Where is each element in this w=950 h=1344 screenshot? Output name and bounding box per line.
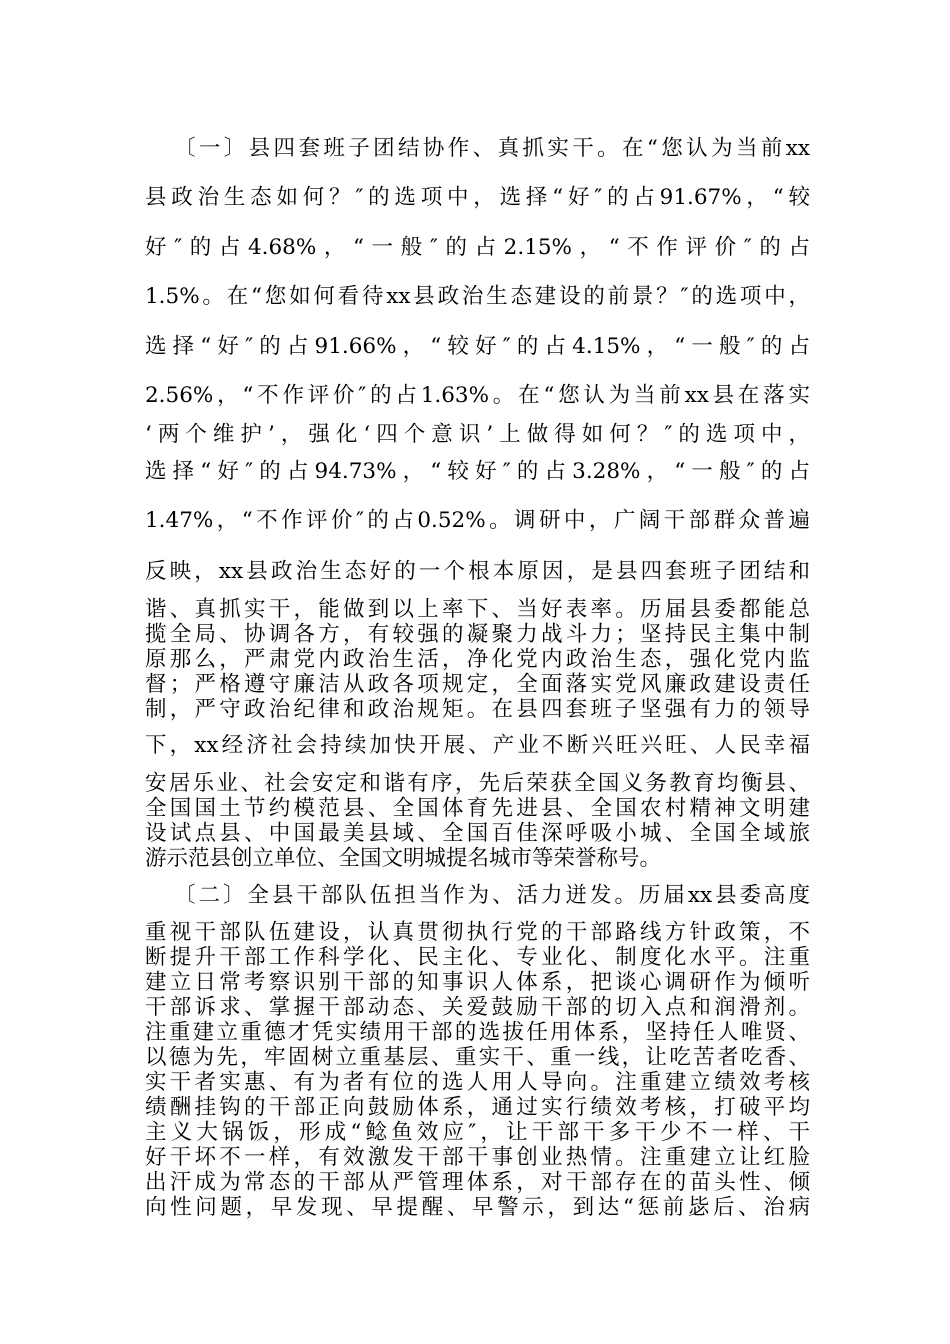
paragraph-1-line-6: 2.56%，“不作评价″的占1.63%。在“您认为当前xx县在落实 [145,383,810,408]
paragraph-2-line-9: 绩酬挂钩的干部正向鼓励体系，通过实行绩效考核，打破平均 [145,1095,810,1120]
paragraph-1-line-20: 游示范县创立单位、全国文明城提名城市等荣誉称号。 [145,846,662,871]
paragraph-1-line-19: 设试点县、中国最美县域、全国百佳深呼吸小城、全国全域旅 [145,821,810,846]
paragraph-2-line-2: 重视干部队伍建设，认真贯彻执行党的干部路线方针政策，不 [145,920,810,945]
paragraph-2-line-3: 断提升干部工作科学化、民主化、专业化、制度化水平。注重 [145,945,810,970]
paragraph-2-line-6: 注重建立重德才凭实绩用干部的选拔任用体系，坚持任人唯贤、 [145,1020,810,1045]
paragraph-1-line-14: 督；严格遵守廉洁从政各项规定，全面落实党风廉政建设责任 [145,672,810,697]
paragraph-1-line-7: ‘两个维护’，强化‘四个意识’上做得如何？″的选项中， [145,422,810,447]
paragraph-1-line-2: 县政治生态如何？″的选项中，选择“好″的占91.67%，“较 [145,185,810,210]
paragraph-1-line-3: 好″的占4.68%，“一般″的占2.15%，“不作评价″的占 [145,235,810,260]
paragraph-2-line-11: 好干坏不一样，有效激发干部干事创业热情。注重建立让红脸 [145,1145,810,1170]
paragraph-2-line-10: 主义大锅饭，形成“鲶鱼效应″，让干部干多干少不一样、干 [145,1120,810,1145]
paragraph-1-line-15: 制，严守政治纪律和政治规矩。在县四套班子坚强有力的领导 [145,697,810,722]
paragraph-2-line-12: 出汗成为常态的干部从严管理体系，对干部存在的苗头性、倾 [145,1170,810,1195]
paragraph-2-line-7: 以德为先，牢固树立重基层、重实干、重一线，让吃苦者吃香、 [145,1045,810,1070]
paragraph-2-line-13: 向性问题，早发现、早提醒、早警示，到达“惩前毖后、治病 [145,1195,810,1220]
paragraph-1-line-16: 下，xx经济社会持续加快开展、产业不断兴旺兴旺、人民幸福 [145,733,810,758]
paragraph-2-line-8: 实干者实惠、有为者有位的选人用人导向。注重建立绩效考核 [145,1070,810,1095]
paragraph-1-line-17: 安居乐业、社会安定和谐有序，先后荣获全国义务教育均衡县、 [145,771,810,796]
paragraph-1-line-8: 选择“好″的占94.73%，“较好″的占3.28%，“一般″的占 [145,459,810,484]
paragraph-1-line-1: 〔一〕县四套班子团结协作、真抓实干。在“您认为当前xx [174,136,810,161]
paragraph-1-line-5: 选择“好″的占91.66%，“较好″的占4.15%，“一般″的占 [145,334,810,359]
paragraph-1-line-11: 谐、真抓实干，能做到以上率下、当好表率。历届县委都能总 [145,597,810,622]
paragraph-1-line-13: 原那么，严肃党内政治生活，净化党内政治生态，强化党内监 [145,647,810,672]
paragraph-2-line-4: 建立日常考察识别干部的知事识人体系，把谈心调研作为倾听 [145,970,810,995]
paragraph-1-line-9: 1.47%，“不作评价″的占0.52%。调研中，广阔干部群众普遍 [145,508,810,533]
paragraph-1-line-10: 反映，xx县政治生态好的一个根本原因，是县四套班子团结和 [145,559,810,584]
paragraph-2-line-1: 〔二〕全县干部队伍担当作为、活力迸发。历届xx县委高度 [174,883,810,908]
paragraph-1-line-18: 全国国土节约模范县、全国体育先进县、全国农村精神文明建 [145,796,810,821]
paragraph-1-line-12: 揽全局、协调各方，有较强的凝聚力战斗力；坚持民主集中制 [145,622,810,647]
paragraph-2-line-5: 干部诉求、掌握干部动态、关爱鼓励干部的切入点和润滑剂。 [145,995,810,1020]
paragraph-1-line-4: 1.5%。在“您如何看待xx县政治生态建设的前景？″的选项中， [145,284,810,309]
